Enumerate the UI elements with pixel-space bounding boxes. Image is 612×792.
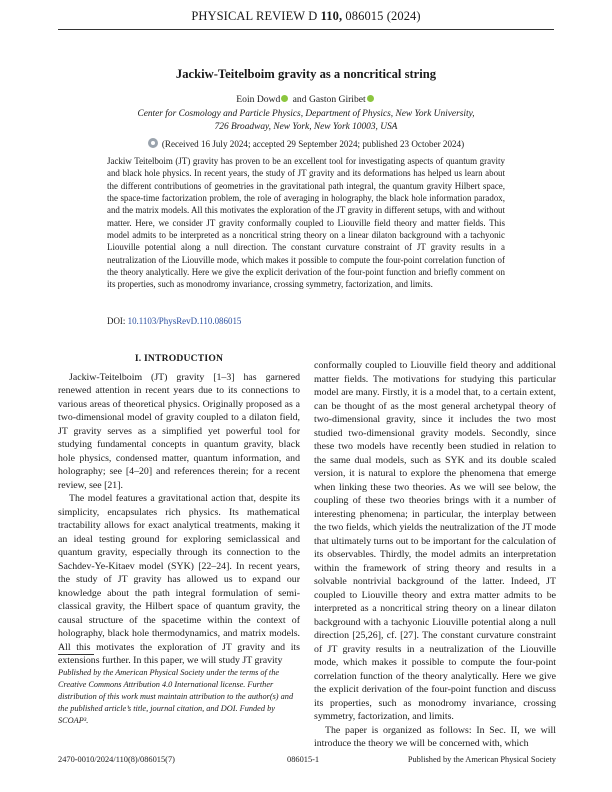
section-heading: I. INTRODUCTION — [134, 353, 224, 364]
abstract: Jackiw Teitelboim (JT) gravity has proven to be an excellent tool for investigating aspects of quantum gravity and black hole physics. In recent years, the study of JT gravity and its deformations has helped us learn about the different contributions of geometries in the gravitational path integral, the quantum gravity Hilbert space, the space-time factorization problem, the role of averaging in holography, the black hole information paradox, and the matrix models. All this motivates the exploration of the JT gravity in different setups, with and without matter. Here, we consider JT gravity conformally coupled to Liouville field theory and matter fields. This model admits to be interpreted as a noncritical string theory on a linear dilaton background with a tachyonic Liouville potential along a null direction. The constant curvature constraint of JT gravity results in a neutralization of the Liouville mode, which makes it possible to compute the four-point correlation function of the theory analytically. Here we give the explicit derivation of the four-point function and briefly comment on its properties, such as monodromy invariance, crossing symmetry, factorization, and limits. — [107, 156, 505, 290]
article-id: 086015 (2024) — [345, 9, 421, 23]
body-paragraph: Jackiw-Teitelboim (JT) gravity [1–3] has garnered renewed attention in recent years due to its connections to various areas of theoretical physics. Originally proposed as a two-dimensional model of gravity coupled to a dilaton field, JT gravity serves as a simplified yet powerful tool for studying fundamental concepts in quantum gravity, black hole physics, condensed matter, quantum information, and holography; see [4–20] and references therein; for a recent review, see [21]. — [58, 371, 300, 491]
affiliation — [0, 108, 612, 133]
header-rule — [58, 29, 554, 30]
doi-link[interactable]: 10.1103/PhysRevD.110.086015 — [127, 316, 242, 326]
footer-page-number: 086015-1 — [287, 755, 320, 764]
dates-text: (Received 16 July 2024; accepted 29 September 2024; published 23 October 2024) — [161, 139, 465, 149]
orcid-icon[interactable] — [367, 95, 374, 102]
author-name[interactable]: Gaston Giribet — [308, 94, 366, 105]
left-column — [58, 352, 300, 668]
footer-publisher: Published by the American Physical Society — [407, 755, 556, 764]
journal-name: PHYSICAL REVIEW D — [191, 9, 318, 23]
publication-dates — [0, 138, 612, 149]
author-name[interactable]: Eoin Dowd — [236, 94, 281, 105]
footnote-rule — [58, 654, 94, 655]
journal-volume: 110, — [320, 9, 343, 23]
footer-issn: 2470-0010/2024/110(8)/086015(7) — [58, 755, 175, 764]
paper-title: Jackiw-Teitelboim gravity as a noncritical string — [175, 67, 437, 81]
affiliation-line: 726 Broadway, New York, New York 10003, USA — [214, 121, 398, 132]
affiliation-line: Center for Cosmology and Particle Physics, Department of Physics, New York University, — [137, 109, 475, 119]
right-column — [314, 359, 556, 751]
running-head — [0, 9, 612, 24]
author-list — [0, 94, 612, 105]
orcid-icon[interactable] — [281, 95, 288, 102]
doi-label: DOI: — [107, 316, 126, 326]
body-paragraph: The model features a gravitational action that, despite its simplicity, encapsulates rich physics. Its mathematical tractability allows for exact analytical treatments, making it an ideal testing ground for exploring semiclassical and quantum gravity, especially through its connection to the Sachdev-Ye-Kitaev model (SYK) [22–24]. In recent years, the study of JT gravity has allowed us to expand our knowledge about the path integral formulation of semi-classical gravity, the Hilbert space of quantum gravity, the causal structure of the spacetime within the context of holography, black hole thermodynamics, and matrix models. All this motivates the exploration of JT gravity and its extensions further. In this paper, we will study JT gravity — [58, 493, 300, 666]
doi-line — [107, 316, 241, 326]
crossmark-icon[interactable] — [148, 138, 158, 148]
author-connector: and — [292, 94, 307, 105]
body-paragraph: The paper is organized as follows: In Sec. II, we will introduce the theory we will be concerned with, which — [314, 724, 556, 749]
license-footnote: Published by the American Physical Society under the terms of the Creative Commons Attribution 4.0 International license. Further distribution of this work must maintain attribution to the author(s) and the published article’s title, journal citation, and DOI. Funded by SCOAP³. — [58, 668, 294, 725]
body-paragraph: conformally coupled to Liouville field theory and additional matter fields. The motivations for studying this particular model are many. Firstly, it is a model that, to a certain extent, can be thought of as the most general archetypal theory of two-dimensional gravity, since it includes the two most studied two-dimensional gravity models. Secondly, since these two models have recently been studied in relation to the same dual models, such as SYK and its double scaled version, it is natural to explore the phenomena that emerge when linking these two theories. As we will see below, the coupling of these two theories brings with it a number of interesting phenomena; in particular, the interplay between the two fields, which yields the neutralization of the JT mode that ultimately turns out to be important for the calculation of its observables. Thirdly, the model admits an interpretation within the framework of string theory and results in a solvable nontrivial background of the latter. Indeed, JT coupled to Liouville theory and extra matter admits to be interpreted as a noncritical string theory on a linear dilaton background with a tachyonic Liouville potential along a null direction [25,26], cf. [27]. The constant curvature constraint of JT gravity results in a neutralization of the Liouville mode, which makes it possible to compute the four-point correlation function of the theory analytically. Here we give the explicit derivation of the four-point function and discuss its properties, such as monodromy invariance, crossing symmetry, factorization, and limits. — [314, 360, 556, 722]
